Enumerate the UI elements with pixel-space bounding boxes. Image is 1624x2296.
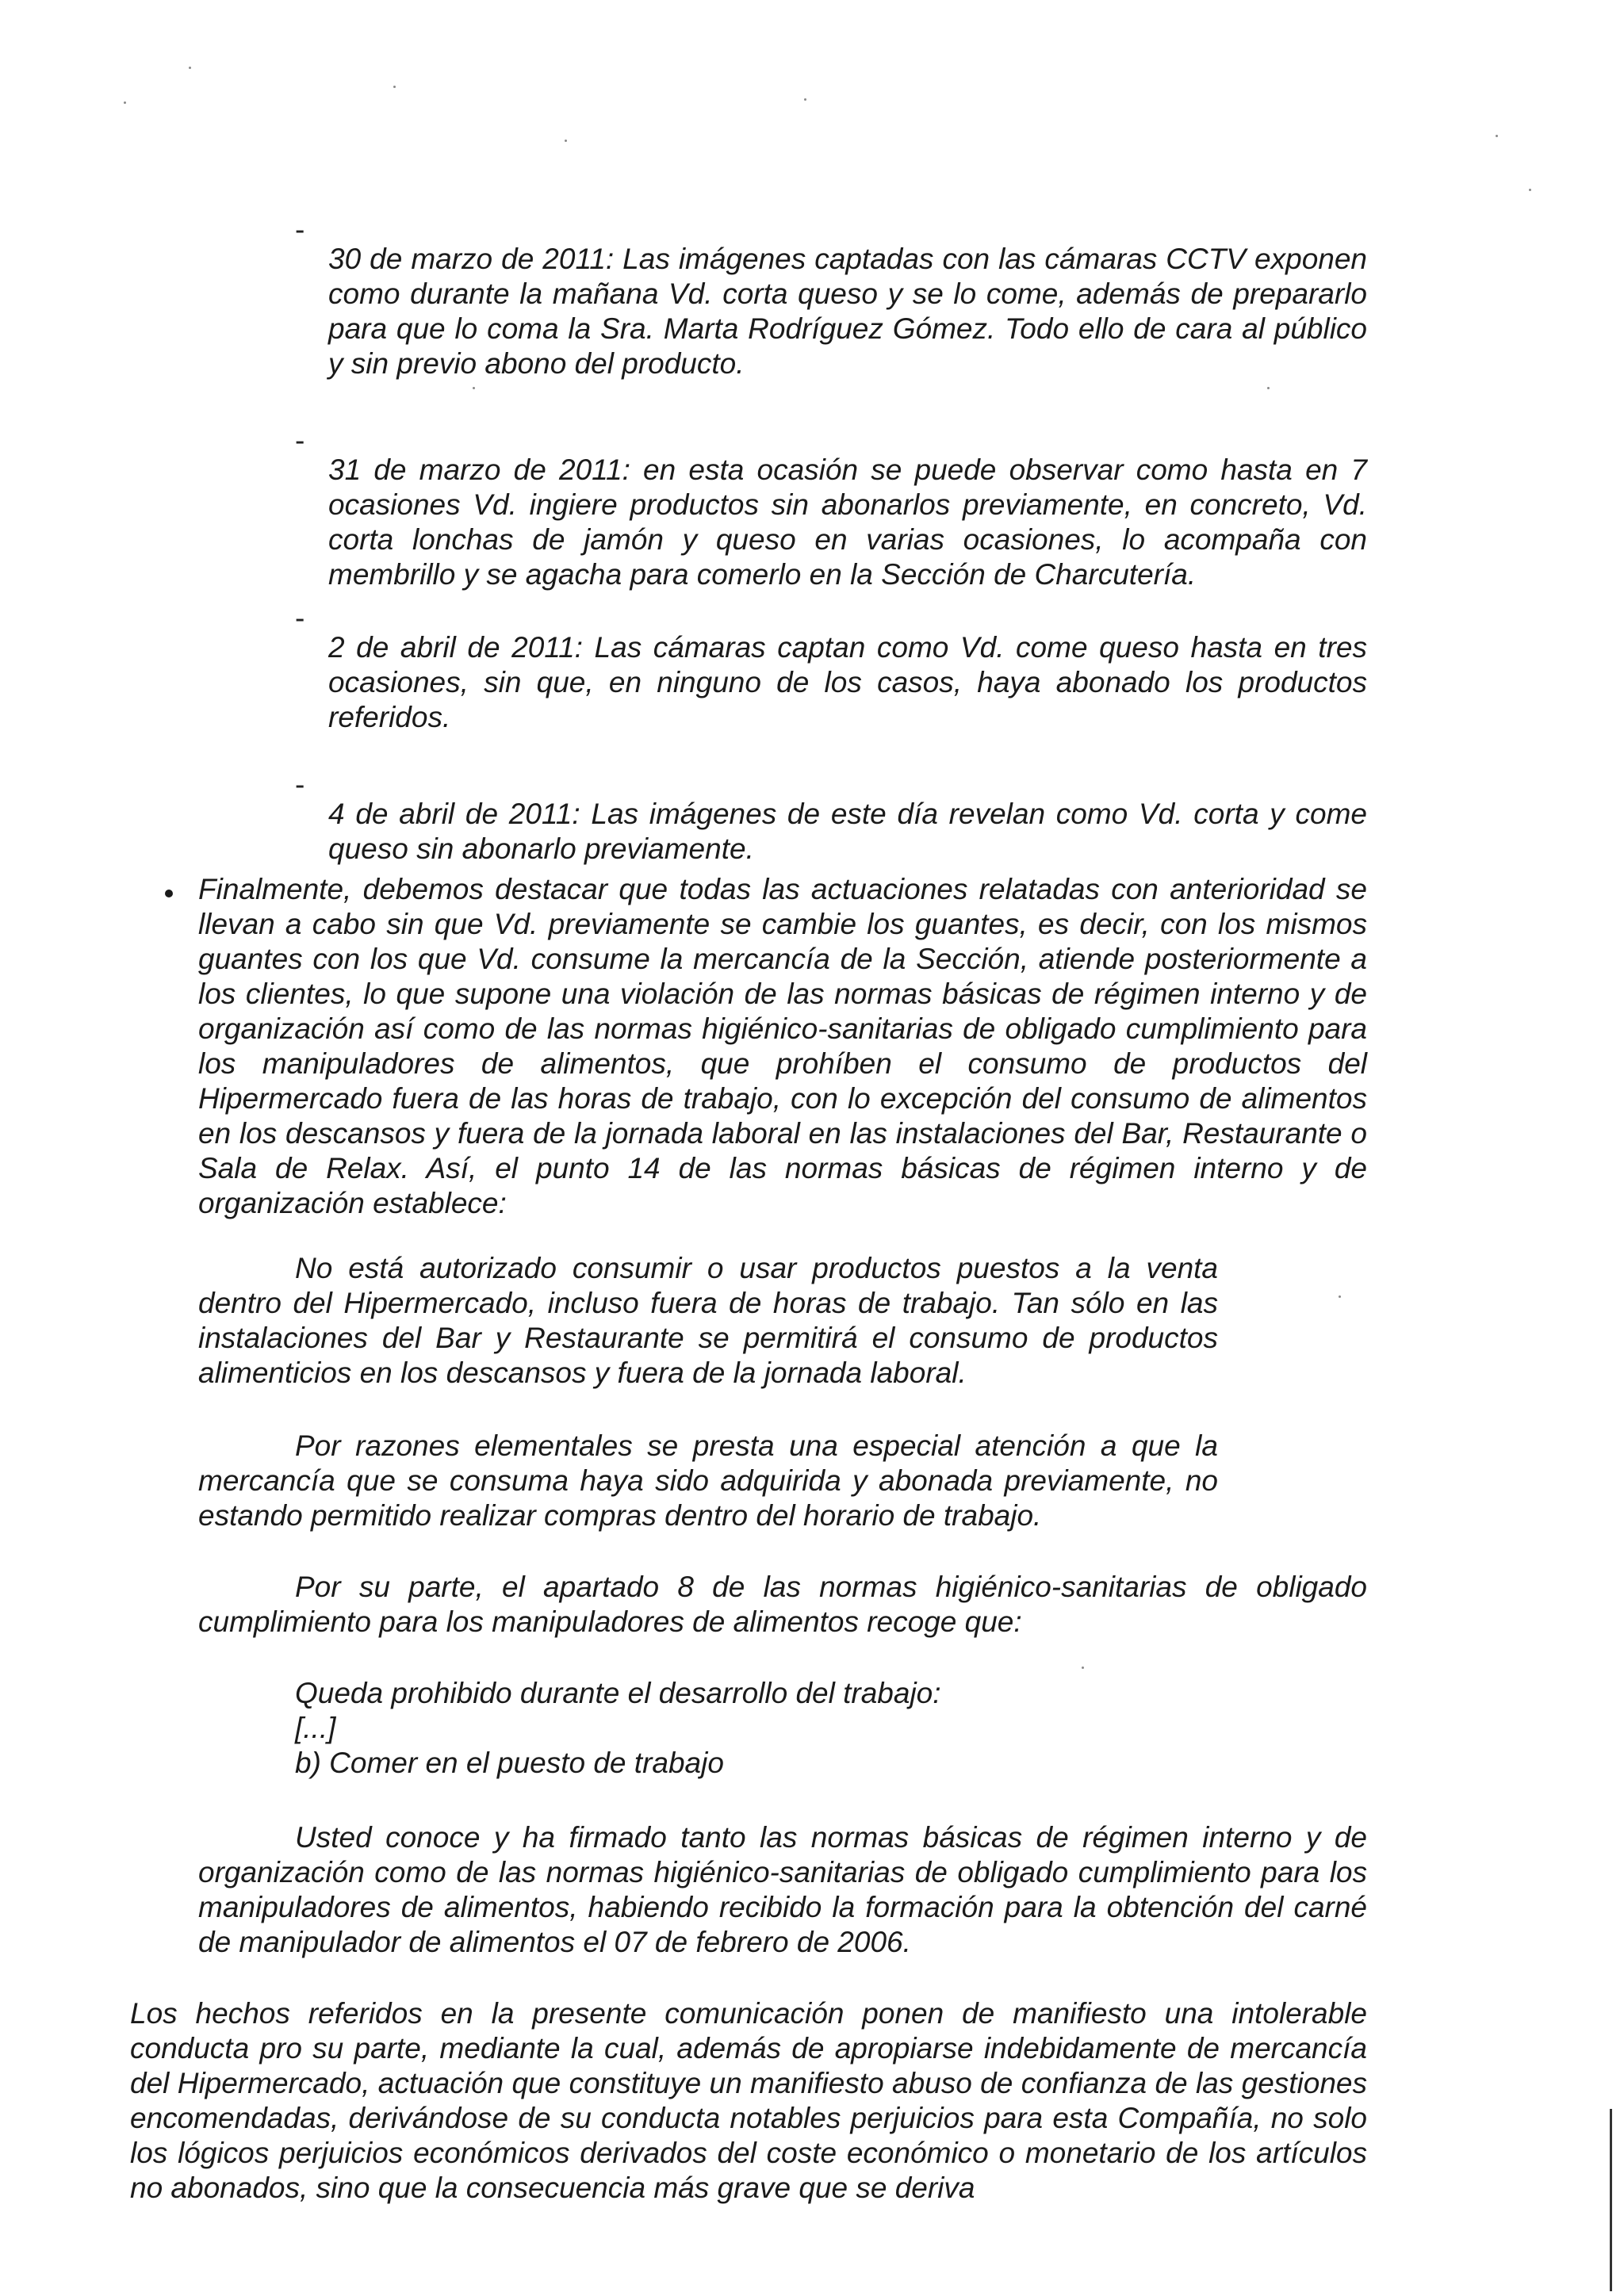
scan-speck [189, 67, 191, 69]
quote-prohibido-line: Queda prohibido durante el desarrollo del trabajo: [295, 1677, 941, 1709]
scan-speck [473, 387, 475, 389]
dash-item-text: 30 de marzo de 2011: Las imágenes captadas con las cámaras CCTV exponen como durante la mañana Vd. corta queso y se lo come, además de prepararlo para que lo coma la Sra. Marta Rodríguez Gómez. Todo ello de cara al público y sin previo abono del producto. [328, 243, 1367, 380]
dash-marker: - [295, 424, 305, 457]
scan-speck [1529, 189, 1531, 191]
quote-punto-14-part-1: No está autorizado consumir o usar productos puestos a la venta dentro del Hipermercado, incluso fuera de horas de trabajo. Tan sólo en las instalaciones del Bar y Restaurante se permitirá el consumo de productos alimenticios en los descansos y fuera de la jornada laboral. [198, 1252, 1218, 1389]
scan-speck [1339, 1295, 1341, 1298]
scan-speck [565, 140, 567, 142]
scan-edge-line [1610, 2109, 1612, 2291]
dash-item-text: 2 de abril de 2011: Las cámaras captan como Vd. come queso hasta en tres ocasiones, sin que, en ninguno de los casos, haya abonado los productos referidos. [328, 631, 1367, 733]
quote-prohibido [295, 1676, 1167, 1781]
bullet-marker [165, 890, 173, 897]
paragraph-apartado-8: Por su parte, el apartado 8 de las normas higiénico-sanitarias de obligado cumplimiento para los manipuladores de alimentos recoge que: [198, 1571, 1367, 1638]
dash-item-text: 4 de abril de 2011: Las imágenes de este día revelan como Vd. corta y come queso sin abonarlo previamente. [328, 798, 1367, 865]
quote-item-b: b) Comer en el puesto de trabajo [295, 1747, 724, 1779]
scan-speck [1267, 387, 1270, 389]
scan-speck [1082, 1667, 1084, 1669]
scan-speck [124, 101, 126, 104]
dash-item-text: 31 de marzo de 2011: en esta ocasión se puede observar como hasta en 7 ocasiones Vd. ingiere productos sin abonarlos previamente, en concreto, Vd. corta lonchas de jamón y queso en varias ocasiones, lo acompaña con membrillo y se agacha para comerlo en la Sección de Charcutería. [328, 453, 1367, 591]
quote-punto-14-part-2: Por razones elementales se presta una especial atención a que la mercancía que se consuma haya sido adquirida y abonada previamente, no estando permitido realizar compras dentro del horario de trabajo. [198, 1429, 1218, 1532]
paragraph-hechos-referidos: Los hechos referidos en la presente comunicación ponen de manifiesto una intolerable conducta pro su parte, mediante la cual, además de apropiarse indebidamente de mercancía del Hipermercado, actuación que constituye un manifiesto abuso de confianza de las gestiones encomendadas, derivándose de su conducta notables perjuicios para esta Compañía, no solo los lógicos perjuicios económicos derivados del coste económico o monetario de los artículos no abonados, sino que la consecuencia más grave que se deriva [130, 1997, 1367, 2204]
quote-ellipsis: [...] [295, 1712, 336, 1744]
bullet-paragraph: Finalmente, debemos destacar que todas las actuaciones relatadas con anterioridad se llevan a cabo sin que Vd. previamente se cambie los guantes, es decir, con los mismos guantes con los que Vd. consume la mercancía de la Sección, atiende posteriormente a los clientes, lo que supone una violación de las normas básicas de régimen interno y de organización así como de las normas higiénico-sanitarias de obligado cumplimiento para los manipuladores de alimentos, que prohíben el consumo de productos del Hipermercado fuera de las horas de trabajo, con lo excepción del consumo de alimentos en los descansos y fuera de la jornada laboral en las instalaciones del Bar, Restaurante o Sala de Relax. Así, el punto 14 de las normas básicas de régimen interno y de organización establece: [198, 873, 1367, 1219]
scan-speck [804, 98, 806, 101]
dash-marker: - [295, 768, 305, 801]
scan-speck [1496, 135, 1498, 137]
dash-marker: - [295, 213, 305, 246]
scan-speck [393, 86, 396, 88]
paragraph-usted-conoce: Usted conoce y ha firmado tanto las normas básicas de régimen interno y de organización como de las normas higiénico-sanitarias de obligado cumplimiento para los manipuladores de alimentos, habiendo recibido la formación para la obtención del carné de manipulador de alimentos el 07 de febrero de 2006. [198, 1821, 1367, 1958]
dash-marker: - [295, 602, 305, 634]
